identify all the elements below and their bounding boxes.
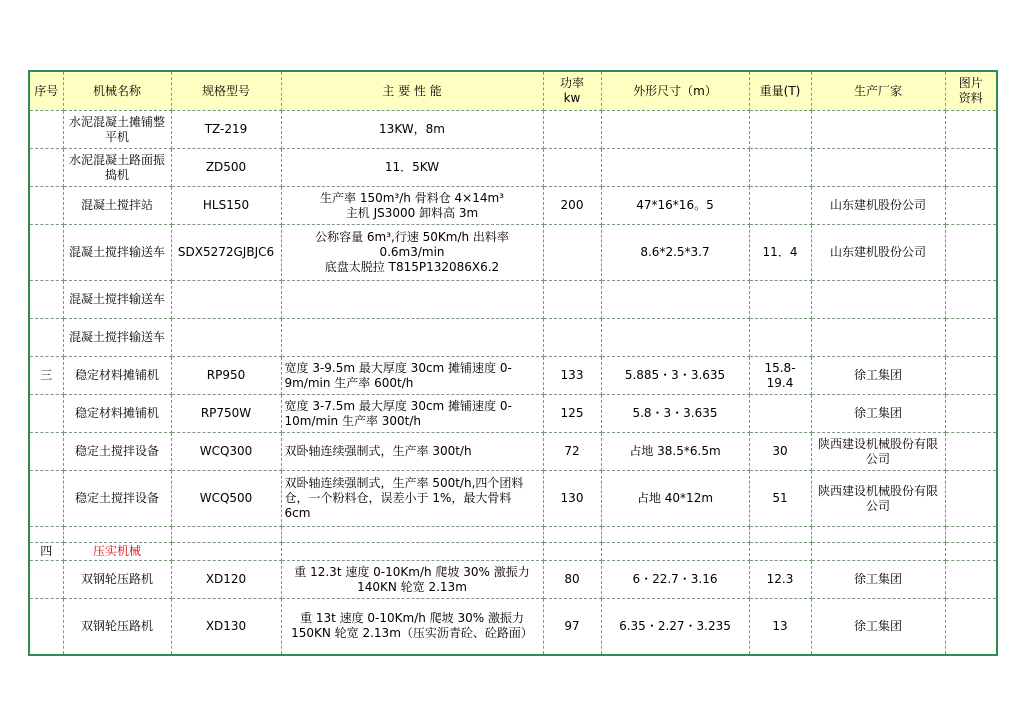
cell-name: [63, 527, 171, 543]
cell-power: 72: [543, 433, 601, 471]
cell-maker: 山东建机股份公司: [811, 187, 945, 225]
table-row: [29, 187, 997, 225]
cell-weight: [749, 187, 811, 225]
cell-power: 130: [543, 471, 601, 527]
cell-name: 混凝土搅拌输送车: [63, 225, 171, 281]
cell-power: 133: [543, 357, 601, 395]
cell-model: TZ-219: [171, 111, 281, 149]
cell-picture: [945, 433, 997, 471]
header-no: 序号: [29, 71, 63, 111]
cell-model: RP750W: [171, 395, 281, 433]
cell-picture: [945, 111, 997, 149]
cell-power: [543, 111, 601, 149]
cell-picture: [945, 471, 997, 527]
cell-model: [171, 281, 281, 319]
table-row: [29, 111, 997, 149]
cell-maker: 山东建机股份公司: [811, 225, 945, 281]
header-size: 外形尺寸（m）: [601, 71, 749, 111]
equipment-sheet: [28, 70, 998, 656]
cell-model: ZD500: [171, 149, 281, 187]
cell-no: [29, 281, 63, 319]
cell-name: 双钢轮压路机: [63, 599, 171, 655]
table-row: [29, 319, 997, 357]
cell-no: [29, 599, 63, 655]
header-picture: 图片 资料: [945, 71, 997, 111]
cell-name: 双钢轮压路机: [63, 561, 171, 599]
cell-name: 稳定材料摊铺机: [63, 357, 171, 395]
cell-power: 200: [543, 187, 601, 225]
table-row: [29, 395, 997, 433]
cell-name: 混凝土搅拌输送车: [63, 281, 171, 319]
cell-power: 80: [543, 561, 601, 599]
header-name: 机械名称: [63, 71, 171, 111]
cell-maker: [811, 319, 945, 357]
header-maker: 生产厂家: [811, 71, 945, 111]
cell-maker: 徐工集团: [811, 599, 945, 655]
cell-picture: [945, 395, 997, 433]
cell-size: 6・22.7・3.16: [601, 561, 749, 599]
cell-performance: 宽度 3-9.5m 最大厚度 30cm 摊铺速度 0-9m/min 生产率 600t/h: [281, 357, 543, 395]
cell-no: [29, 187, 63, 225]
cell-picture: [945, 187, 997, 225]
cell-size: [601, 111, 749, 149]
cell-size: 6.35・2.27・3.235: [601, 599, 749, 655]
table-row: [29, 149, 997, 187]
table-body: [29, 111, 997, 655]
cell-size: 占地 40*12m: [601, 471, 749, 527]
cell-performance: [281, 319, 543, 357]
cell-size: [601, 319, 749, 357]
cell-size: 5.8・3・3.635: [601, 395, 749, 433]
cell-performance: [281, 527, 543, 543]
cell-picture: [945, 225, 997, 281]
cell-weight: [749, 111, 811, 149]
header-model: 规格型号: [171, 71, 281, 111]
cell-weight: [749, 527, 811, 543]
cell-weight: 15.8-19.4: [749, 357, 811, 395]
cell-no: [29, 433, 63, 471]
cell-weight: [749, 149, 811, 187]
section-row: [29, 543, 997, 561]
cell-size: 8.6*2.5*3.7: [601, 225, 749, 281]
cell-model: WCQ300: [171, 433, 281, 471]
cell-picture: [945, 561, 997, 599]
cell-name: 稳定土搅拌设备: [63, 433, 171, 471]
cell-performance: [281, 543, 543, 561]
cell-name: 混凝土搅拌站: [63, 187, 171, 225]
cell-weight: 30: [749, 433, 811, 471]
cell-performance: 生产率 150m³/h 骨料仓 4×14m³ 主机 JS3000 卸料高 3m: [281, 187, 543, 225]
cell-power: [543, 543, 601, 561]
cell-no: 四: [29, 543, 63, 561]
cell-weight: [749, 395, 811, 433]
cell-picture: [945, 357, 997, 395]
cell-no: [29, 149, 63, 187]
cell-picture: [945, 599, 997, 655]
cell-performance: 双卧轴连续强制式，生产率 500t/h,四个团料仓，一个粉料仓，误差小于 1%，最大骨料 6cm: [281, 471, 543, 527]
table-row: [29, 281, 997, 319]
cell-no: [29, 471, 63, 527]
table-row: [29, 527, 997, 543]
cell-maker: [811, 149, 945, 187]
header-weight: 重量(T): [749, 71, 811, 111]
cell-performance: 宽度 3-7.5m 最大厚度 30cm 摊铺速度 0-10m/min 生产率 300t/h: [281, 395, 543, 433]
table-row: [29, 599, 997, 655]
cell-performance: [281, 281, 543, 319]
cell-performance: 双卧轴连续强制式，生产率 300t/h: [281, 433, 543, 471]
cell-weight: [749, 543, 811, 561]
cell-name: 水泥混凝土路面振捣机: [63, 149, 171, 187]
cell-maker: [811, 281, 945, 319]
cell-name: 水泥混凝土摊铺整平机: [63, 111, 171, 149]
cell-performance: 11．5KW: [281, 149, 543, 187]
cell-maker: 徐工集团: [811, 561, 945, 599]
cell-model: HLS150: [171, 187, 281, 225]
cell-size: 47*16*16。5: [601, 187, 749, 225]
cell-size: [601, 149, 749, 187]
header-power: 功率 kw: [543, 71, 601, 111]
cell-model: [171, 527, 281, 543]
cell-weight: [749, 319, 811, 357]
cell-picture: [945, 319, 997, 357]
cell-weight: 51: [749, 471, 811, 527]
cell-weight: 13: [749, 599, 811, 655]
header-row: [29, 71, 997, 111]
cell-size: 占地 38.5*6.5m: [601, 433, 749, 471]
cell-picture: [945, 281, 997, 319]
cell-weight: [749, 281, 811, 319]
table-row: [29, 471, 997, 527]
cell-no: [29, 225, 63, 281]
cell-maker: [811, 543, 945, 561]
table-row: [29, 225, 997, 281]
cell-maker: [811, 527, 945, 543]
cell-performance: 13KW，8m: [281, 111, 543, 149]
cell-power: [543, 319, 601, 357]
cell-no: [29, 561, 63, 599]
cell-weight: 12.3: [749, 561, 811, 599]
cell-picture: [945, 543, 997, 561]
table-row: [29, 357, 997, 395]
cell-performance: 公称容量 6m³,行速 50Km/h 出料率 0.6m3/min 底盘太脱拉 T815P132086X6.2: [281, 225, 543, 281]
cell-size: [601, 527, 749, 543]
cell-no: 三: [29, 357, 63, 395]
cell-power: [543, 281, 601, 319]
cell-model: XD120: [171, 561, 281, 599]
cell-maker: 徐工集团: [811, 395, 945, 433]
cell-power: [543, 225, 601, 281]
cell-name: 压实机械: [63, 543, 171, 561]
cell-model: SDX5272GJBJC6: [171, 225, 281, 281]
cell-model: [171, 543, 281, 561]
cell-power: [543, 149, 601, 187]
cell-name: 稳定土搅拌设备: [63, 471, 171, 527]
cell-name: 稳定材料摊铺机: [63, 395, 171, 433]
cell-no: [29, 395, 63, 433]
cell-maker: 陕西建设机械股份有限公司: [811, 471, 945, 527]
cell-no: [29, 319, 63, 357]
cell-model: XD130: [171, 599, 281, 655]
table-row: [29, 561, 997, 599]
cell-no: [29, 111, 63, 149]
cell-model: [171, 319, 281, 357]
cell-maker: [811, 111, 945, 149]
cell-name: 混凝土搅拌输送车: [63, 319, 171, 357]
cell-model: RP950: [171, 357, 281, 395]
cell-picture: [945, 527, 997, 543]
cell-maker: 徐工集团: [811, 357, 945, 395]
cell-size: [601, 543, 749, 561]
cell-power: 125: [543, 395, 601, 433]
cell-no: [29, 527, 63, 543]
cell-power: 97: [543, 599, 601, 655]
header-performance: 主 要 性 能: [281, 71, 543, 111]
cell-size: 5.885・3・3.635: [601, 357, 749, 395]
cell-picture: [945, 149, 997, 187]
cell-power: [543, 527, 601, 543]
table-row: [29, 433, 997, 471]
cell-size: [601, 281, 749, 319]
cell-performance: 重 12.3t 速度 0-10Km/h 爬坡 30% 激振力 140KN 轮宽 2.13m: [281, 561, 543, 599]
cell-performance: 重 13t 速度 0-10Km/h 爬坡 30% 激振力 150KN 轮宽 2.13m（压实沥青砼、砼路面）: [281, 599, 543, 655]
cell-weight: 11．4: [749, 225, 811, 281]
equipment-table: [28, 70, 998, 656]
cell-model: WCQ500: [171, 471, 281, 527]
cell-maker: 陕西建设机械股份有限公司: [811, 433, 945, 471]
